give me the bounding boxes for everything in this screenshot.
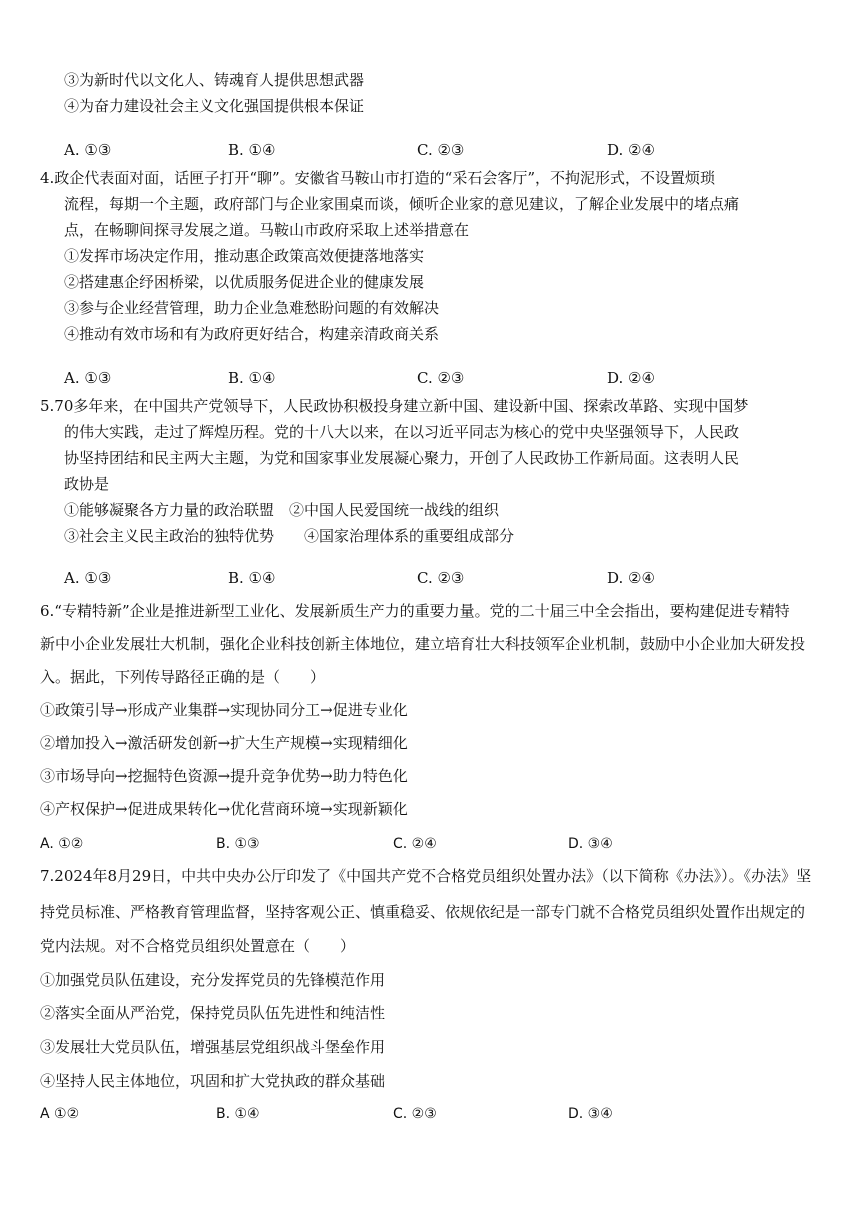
q4-stem-line-1: 4.政企代表面对面，话匣子打开“聊”。安徽省马鞍山市打造的“采石会客厅”，不拘泥形式，不设置烦琐 [40, 169, 715, 187]
q6-option-c[interactable]: C. ②④ [393, 836, 437, 852]
q6-item-1: ①政策引导→形成产业集群→实现协同分工→促进专业化 [40, 701, 408, 719]
q3-item-4: ④为奋力建设社会主义文化强国提供根本保证 [64, 97, 365, 115]
q4-item-2: ②搭建惠企纾困桥梁，以优质服务促进企业的健康发展 [64, 273, 425, 291]
q7-stem-line-3: 党内法规。对不合格党员组织处置意在（ ） [40, 937, 356, 955]
q4-stem-line-2: 流程，每期一个主题，政府部门与企业家围桌而谈，倾听企业家的意见建议，了解企业发展中的堵点痛 [64, 195, 740, 213]
q3-option-c[interactable]: C. ②③ [417, 141, 465, 159]
q7-item-4: ④坚持人民主体地位，巩固和扩大党执政的群众基础 [40, 1072, 386, 1090]
q6-stem-line-3: 入。据此，下列传导路径正确的是（ ） [40, 668, 326, 686]
q4-item-3: ③参与企业经营管理，助力企业急难愁盼问题的有效解决 [64, 299, 440, 317]
q4-item-1: ①发挥市场决定作用，推动惠企政策高效便捷落地落实 [64, 247, 425, 265]
q4-stem-line-3: 点，在畅聊间探寻发展之道。马鞍山市政府采取上述举措意在 [64, 221, 470, 239]
q4-option-c[interactable]: C. ②③ [417, 369, 465, 387]
q6-item-4: ④产权保护→促进成果转化→优化营商环境→实现新颖化 [40, 800, 408, 818]
q5-option-a[interactable]: A. ①③ [64, 569, 112, 587]
q3-item-3: ③为新时代以文化人、铸魂育人提供思想武器 [64, 71, 365, 89]
q6-option-d[interactable]: D. ③④ [568, 836, 613, 852]
q6-item-2: ②增加投入→激活研发创新→扩大生产规模→实现精细化 [40, 734, 408, 752]
q6-option-b[interactable]: B. ①③ [216, 836, 260, 852]
q7-stem-line-2: 持党员标准、严格教育管理监督，坚持客观公正、慎重稳妥、依规依纪是一部专门就不合格党员组织处置作出规定的 [40, 903, 806, 921]
q6-item-3: ③市场导向→挖掘特色资源→提升竞争优势→助力特色化 [40, 767, 408, 785]
q5-option-b[interactable]: B. ①④ [228, 569, 276, 587]
q5-stem-line-2: 的伟大实践，走过了辉煌历程。党的十八大以来，在以习近平同志为核心的党中央坚强领导下，人民政 [64, 423, 740, 441]
q5-option-c[interactable]: C. ②③ [417, 569, 465, 587]
q7-option-b[interactable]: B. ①④ [216, 1106, 260, 1122]
q7-stem-line-1: 7.2024年8月29日，中共中央办公厅印发了《中国共产党不合格党员组织处置办法》（以下简称《办法》）。《办法》坚 [40, 867, 812, 885]
q6-stem-line-1: 6.“专精特新”企业是推进新型工业化、发展新质生产力的重要力量。党的二十届三中全会指出，要构建促进专精特 [40, 602, 790, 620]
q3-option-d[interactable]: D. ②④ [607, 141, 655, 159]
q7-option-d[interactable]: D. ③④ [568, 1106, 613, 1122]
q5-option-d[interactable]: D. ②④ [607, 569, 655, 587]
q6-stem-line-2: 新中小企业发展壮大机制，强化企业科技创新主体地位，建立培育壮大科技领军企业机制，鼓励中小企业加大研发投 [40, 635, 806, 653]
q6-option-a[interactable]: A. ①② [40, 836, 84, 852]
q4-option-a[interactable]: A. ①③ [64, 369, 112, 387]
q4-option-d[interactable]: D. ②④ [607, 369, 655, 387]
q5-stem-line-3: 协坚持团结和民主两大主题，为党和国家事业发展凝心聚力，开创了人民政协工作新局面。这表明人民 [64, 449, 740, 467]
q7-item-1: ①加强党员队伍建设，充分发挥党员的先锋模范作用 [40, 971, 386, 989]
q7-option-c[interactable]: C. ②③ [393, 1106, 437, 1122]
q7-item-2: ②落实全面从严治党，保持党员队伍先进性和纯洁性 [40, 1004, 386, 1022]
q5-stem-line-4: 政协是 [64, 475, 110, 493]
q5-items-3-4: ③社会主义民主政治的独特优势 ④国家治理体系的重要组成部分 [64, 527, 515, 545]
q7-item-3: ③发展壮大党员队伍，增强基层党组织战斗堡垒作用 [40, 1038, 386, 1056]
q7-option-a[interactable]: A ①② [40, 1106, 80, 1122]
q5-stem-line-1: 5.70多年来，在中国共产党领导下，人民政协积极投身建立新中国、建设新中国、探索改革路、实现中国梦 [40, 397, 749, 415]
q5-items-1-2: ①能够凝聚各方力量的政治联盟 ②中国人民爱国统一战线的组织 [64, 501, 500, 519]
q4-item-4: ④推动有效市场和有为政府更好结合，构建亲清政商关系 [64, 325, 440, 343]
q3-option-b[interactable]: B. ①④ [228, 141, 276, 159]
q4-option-b[interactable]: B. ①④ [228, 369, 276, 387]
q3-option-a[interactable]: A. ①③ [64, 141, 112, 159]
